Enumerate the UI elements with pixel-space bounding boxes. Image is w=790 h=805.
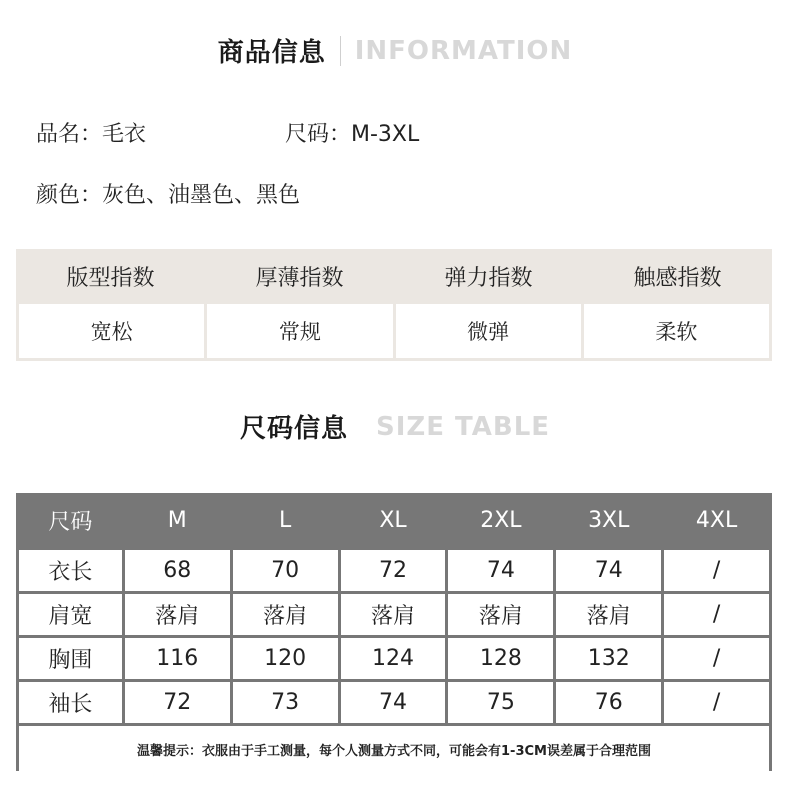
size-table-header [19,493,769,547]
product-info-title-en: INFORMATION [354,35,573,66]
size-header-m: M [167,507,187,533]
product-colors: 颜色：灰色、油墨色、黑色 [36,183,301,208]
attr-header-thickness: 厚薄指数 [255,266,344,291]
attribute-header-row [16,249,772,304]
table-cell: 74 [448,550,553,591]
table-cell: 76 [556,682,661,723]
size-header-2xl: 2XL [480,507,522,533]
table-cell: 128 [448,638,553,679]
table-cell: 132 [556,638,661,679]
size-info-title-en: SIZE TABLE [375,411,551,442]
size-header-l: L [279,507,292,533]
table-cell: 116 [125,638,230,679]
measurement-note: 温馨提示：衣服由于手工测量，每个人测量方式不同，可能会有1-3CM误差属于合理范围 [19,726,769,773]
product-info-title: 商品信息 [217,38,326,68]
table-cell: 74 [556,550,661,591]
table-cell: 落肩 [233,594,338,635]
table-cell: 74 [341,682,446,723]
table-cell: 124 [341,638,446,679]
row-label-sleeve: 袖长 [19,682,122,723]
row-label-shoulder: 肩宽 [19,594,122,635]
size-header-xl: XL [379,507,407,533]
table-cell: 73 [233,682,338,723]
attribute-index-table [16,249,772,361]
table-cell: 120 [233,638,338,679]
attr-value-touch: 柔软 [584,304,769,358]
table-cell: 落肩 [556,594,661,635]
attribute-value-row [16,304,772,358]
table-cell: 70 [233,550,338,591]
size-info-title: 尺码信息 [239,414,348,444]
table-row [19,594,769,635]
table-row [19,682,769,723]
table-cell: 75 [448,682,553,723]
size-header-label: 尺码 [48,509,93,535]
table-cell: 落肩 [448,594,553,635]
size-table [16,493,772,771]
table-row [19,638,769,679]
table-cell: 落肩 [341,594,446,635]
size-header-4xl: 4XL [695,507,738,533]
table-cell: 72 [125,682,230,723]
row-label-chest: 胸围 [19,638,122,679]
table-cell: 落肩 [125,594,230,635]
size-header-3xl: 3XL [588,507,630,533]
table-cell: / [664,594,769,635]
attr-value-elasticity: 微弹 [396,304,581,358]
size-info-header [0,408,790,445]
product-name: 品名：毛衣 [36,122,147,147]
attr-header-fit: 版型指数 [66,266,155,291]
attr-header-elasticity: 弹力指数 [444,266,533,291]
product-info-header [0,32,790,69]
table-cell: / [664,638,769,679]
title-divider [340,36,341,66]
attr-value-fit: 宽松 [19,304,204,358]
table-cell: / [664,682,769,723]
table-cell: 68 [125,550,230,591]
attr-value-thickness: 常规 [207,304,392,358]
table-cell: / [664,550,769,591]
row-label-length: 衣长 [19,550,122,591]
product-size-range: 尺码：M-3XL [285,122,420,147]
attr-header-touch: 触感指数 [633,266,722,291]
table-row [19,550,769,591]
table-cell: 72 [341,550,446,591]
